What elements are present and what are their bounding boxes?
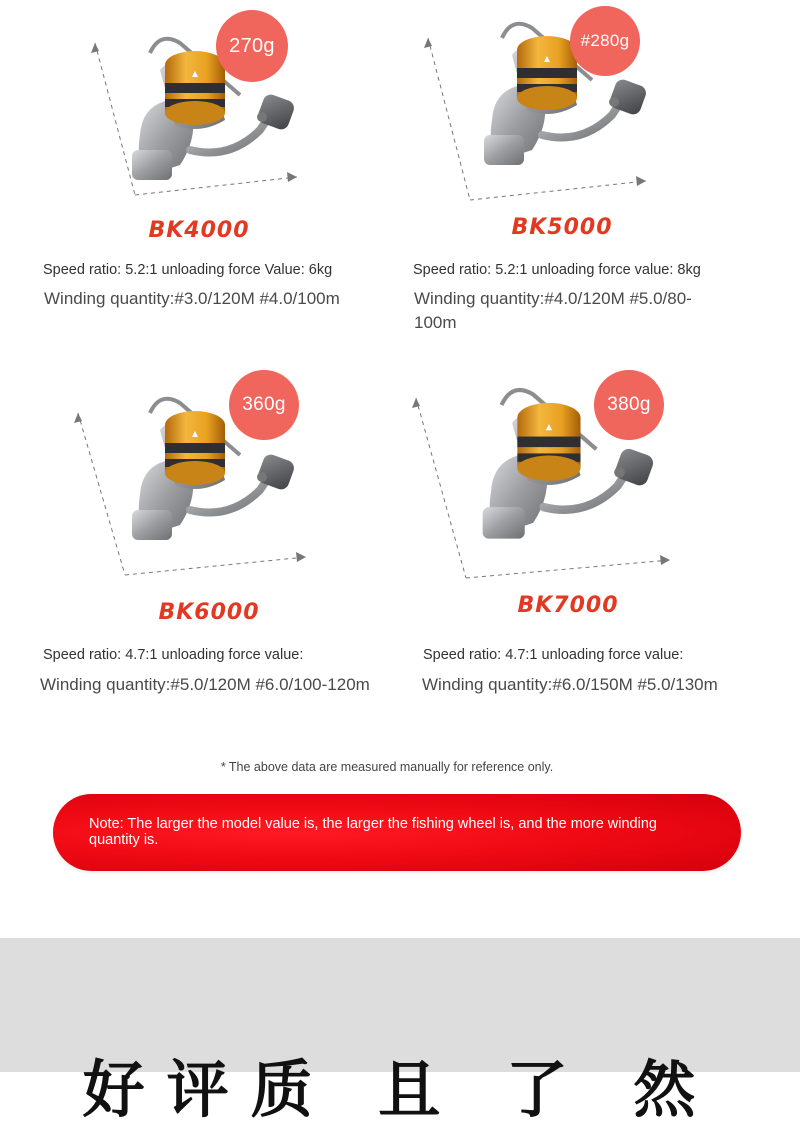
model-name: BK7000 <box>517 593 619 618</box>
product-card-bk5000 <box>400 0 800 360</box>
weight-badge: 380g <box>594 370 664 440</box>
winding-spec: Winding quantity:#4.0/120M #5.0/80-100m <box>414 289 692 332</box>
measurement-footnote: * The above data are measured manually for reference only. <box>220 760 554 774</box>
weight-badge: 270g <box>216 10 288 82</box>
section-heading: 好评质 且 了 然 <box>82 1053 718 1126</box>
speed-spec: Speed ratio: 4.7:1 unloading force value: <box>43 647 304 663</box>
model-name: BK5000 <box>511 215 613 240</box>
speed-spec: Speed ratio: 5.2:1 unloading force value: 8kg <box>413 262 701 278</box>
winding-spec: Winding quantity:#6.0/150M #5.0/130m <box>422 675 718 694</box>
product-card-bk4000 <box>0 0 400 360</box>
speed-spec: Speed ratio: 5.2:1 unloading force Value: 6kg <box>43 262 333 278</box>
winding-spec: Winding quantity:#3.0/120M #4.0/100m <box>44 289 340 308</box>
note-text: Note: The larger the model value is, the larger the fishing wheel is, and the more winding quantity is. <box>89 816 657 848</box>
winding-spec: Winding quantity:#5.0/120M #6.0/100-120m <box>40 675 370 694</box>
model-name: BK6000 <box>158 600 260 625</box>
product-card-bk7000 <box>400 360 800 720</box>
speed-spec: Speed ratio: 4.7:1 unloading force value: <box>423 647 684 663</box>
bottom-section <box>0 938 800 1126</box>
note-banner <box>53 794 741 871</box>
product-card-bk6000 <box>0 360 400 720</box>
weight-badge: 360g <box>229 370 299 440</box>
model-name: BK4000 <box>148 218 250 243</box>
weight-badge: #280g <box>570 6 640 76</box>
